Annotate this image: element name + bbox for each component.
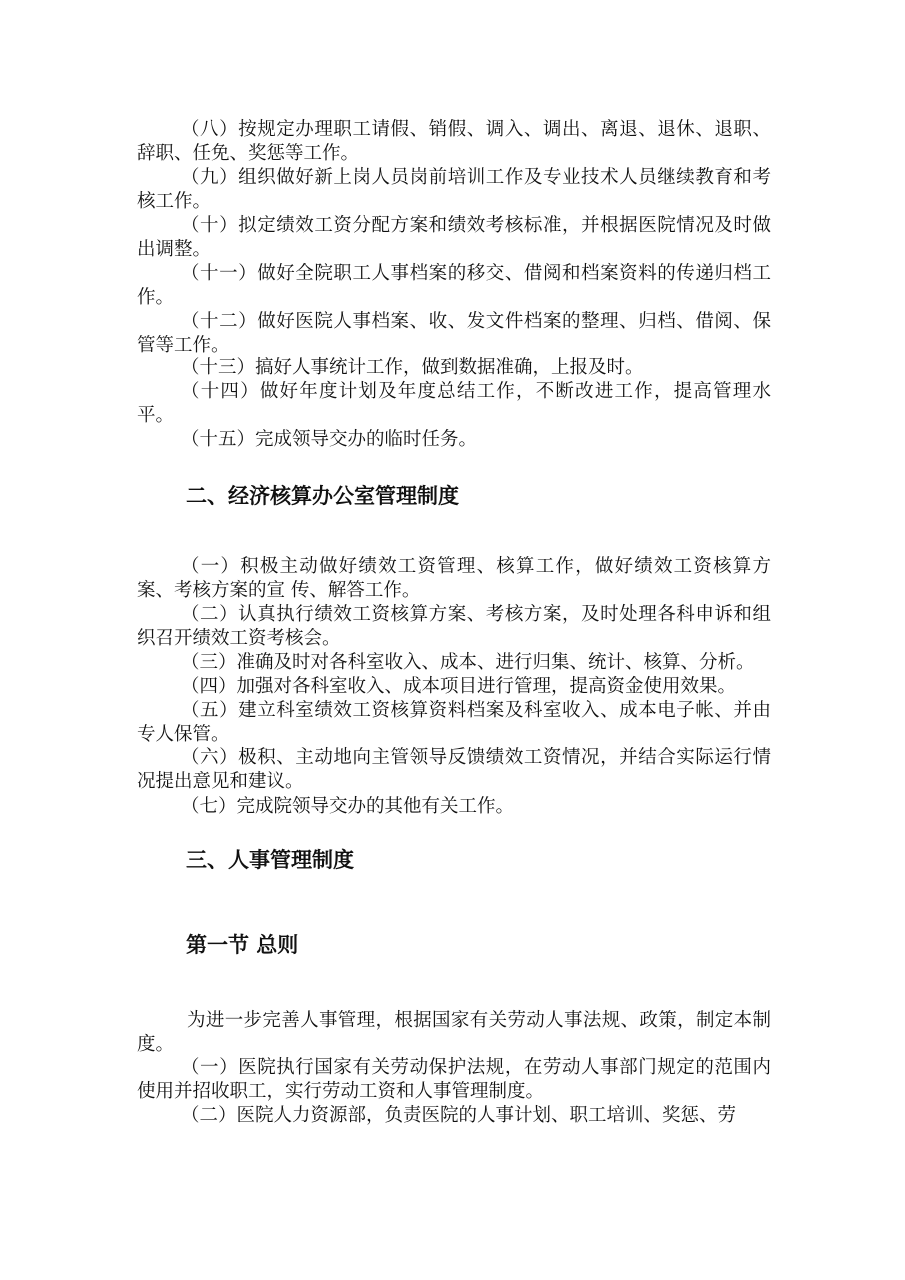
paragraph-intro: 为进一步完善人事管理，根据国家有关劳动人事法规、政策，制定本制度。: [137, 1010, 771, 1055]
section-heading-personnel: 三、人事管理制度: [186, 848, 354, 872]
paragraph-item-11: （十一）做好全院职工人事档案的移交、借阅和档案资料的传递归档工作。: [137, 263, 771, 308]
paragraph-item-10: （十）拟定绩效工资分配方案和绩效考核标准，并根据医院情况及时做出调整。: [137, 215, 771, 260]
section-heading-economic-accounting: 二、经济核算办公室管理制度: [186, 484, 459, 508]
paragraph-econ-item-1: （一）积极主动做好绩效工资管理、核算工作，做好绩效工资核算方案、考核方案的宣 传、解答工作。: [137, 556, 771, 601]
paragraph-item-8: （八）按规定办理职工请假、销假、调入、调出、离退、退休、退职、辞职、任免、奖惩等工作。: [137, 119, 771, 164]
paragraph-item-9: （九）组织做好新上岗人员岗前培训工作及专业技术人员继续教育和考核工作。: [137, 167, 771, 212]
paragraph-econ-item-3: （三）准确及时对各科室收入、成本、进行归集、统计、核算、分析。: [181, 652, 755, 673]
paragraph-econ-item-4: （四）加强对各科室收入、成本项目进行管理，提高资金使用效果。: [181, 676, 737, 697]
paragraph-personnel-item-2: （二）医院人力资源部，负责医院的人事计划、职工培训、奖惩、劳: [181, 1105, 737, 1126]
paragraph-item-12: （十二）做好医院人事档案、收、发文件档案的整理、归档、借阅、保管等工作。: [137, 311, 771, 356]
subsection-heading-general: 第一节 总则: [186, 933, 299, 957]
paragraph-econ-item-7: （七）完成院领导交办的其他有关工作。: [181, 796, 515, 817]
paragraph-personnel-item-1: （一）医院执行国家有关劳动保护法规，在劳动人事部门规定的范围内使用并招收职工，实行劳动工资和人事管理制度。: [137, 1057, 771, 1102]
paragraph-econ-item-2: （二）认真执行绩效工资核算方案、考核方案，及时处理各科申诉和组织召开绩效工资考核会。: [137, 604, 771, 649]
paragraph-item-15: （十五）完成领导交办的临时任务。: [181, 429, 478, 450]
paragraph-item-14: （十四）做好年度计划及年度总结工作，不断改进工作，提高管理水平。: [137, 381, 771, 426]
paragraph-item-13: （十三）搞好人事统计工作，做到数据准确，上报及时。: [181, 357, 644, 378]
paragraph-econ-item-5: （五）建立科室绩效工资核算资料档案及科室收入、成本电子帐、并由专人保管。: [137, 700, 771, 745]
paragraph-econ-item-6: （六）极积、主动地向主管领导反馈绩效工资情况，并结合实际运行情况提出意见和建议。: [137, 747, 771, 792]
